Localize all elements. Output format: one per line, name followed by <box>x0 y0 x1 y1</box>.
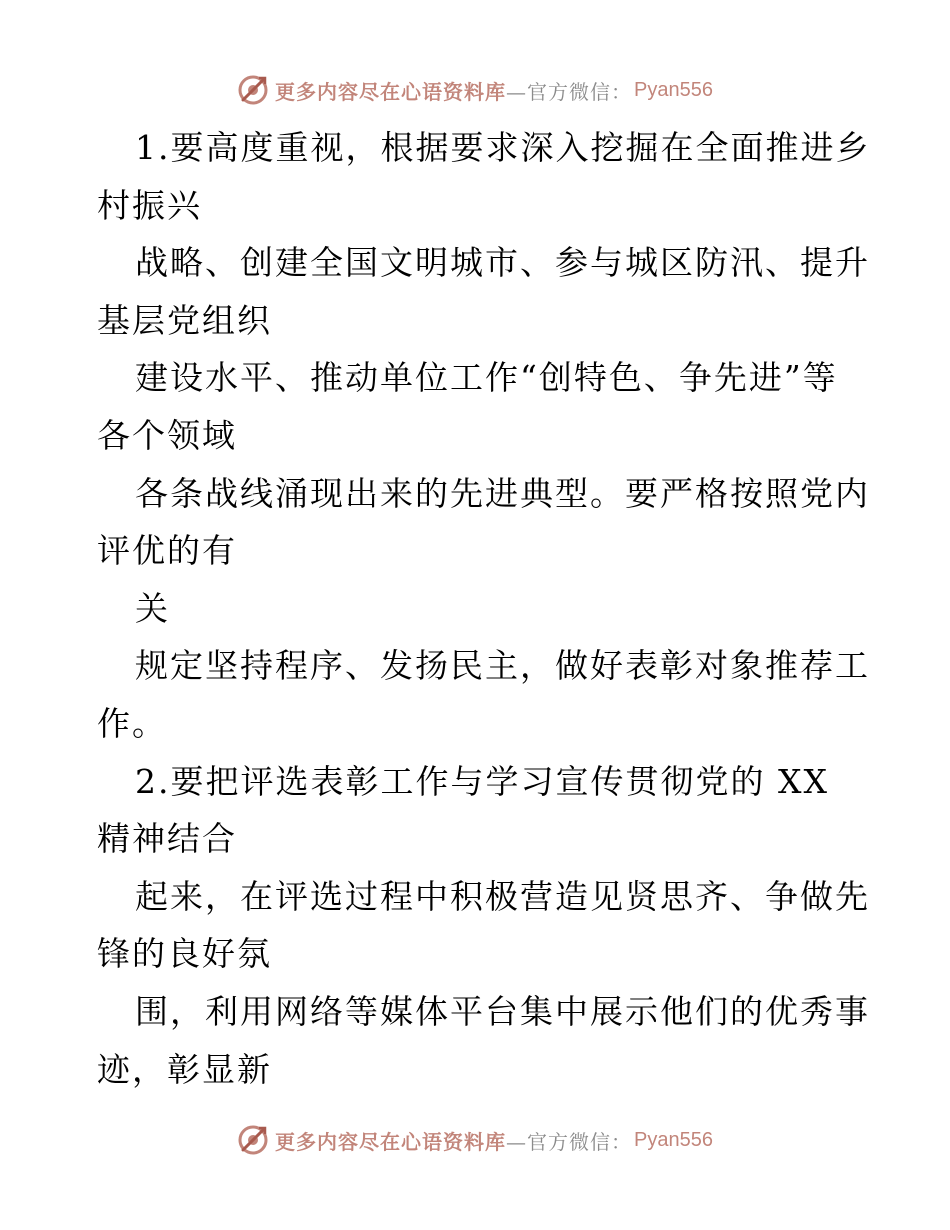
text-line: 基层党组织 <box>97 300 272 340</box>
text-line: 战略、创建全国文明城市、参与城区防汛、提升 <box>135 243 870 283</box>
text-line: 作。 <box>97 703 167 743</box>
text-line: 2.要把评选表彰工作与学习宣传贯彻党的 XX <box>135 761 829 801</box>
watermark-brand: 更多内容尽在心语资料库 <box>275 1129 507 1154</box>
watermark-id: Pyan556 <box>634 1128 713 1151</box>
text-line: 规定坚持程序、发扬民主，做好表彰对象推荐工 <box>135 646 870 686</box>
watermark-separator: —官方微信： <box>506 79 633 104</box>
footer-watermark <box>0 1120 950 1160</box>
text-line: 精神结合 <box>97 819 237 859</box>
brand-logo-icon <box>237 1124 269 1156</box>
text-line: 各条战线涌现出来的先进典型。要严格按照党内 <box>135 473 870 513</box>
watermark-id: Pyan556 <box>634 78 713 101</box>
watermark-separator: —官方微信： <box>506 1129 633 1154</box>
text-line: 迹，彰显新 <box>97 1049 272 1089</box>
text-line: 各个领域 <box>97 415 237 455</box>
text-line: 1.要高度重视，根据要求深入挖掘在全面推进乡 <box>135 128 871 167</box>
text-line: 村振兴 <box>97 185 202 225</box>
text-line: 建设水平、推动单位工作“创特色、争先进”等 <box>135 358 838 398</box>
document-body <box>97 119 871 1098</box>
text-line: 起来，在评选过程中积极营造见贤思齐、争做先 <box>135 876 870 916</box>
text-line: 关 <box>135 588 170 628</box>
text-line: 评优的有 <box>97 531 237 571</box>
header-watermark <box>0 70 950 110</box>
text-line: 锋的良好氛 <box>97 934 272 974</box>
brand-logo-icon <box>237 74 269 106</box>
watermark-brand: 更多内容尽在心语资料库 <box>275 79 507 104</box>
text-line: 围，利用网络等媒体平台集中展示他们的优秀事 <box>135 991 870 1031</box>
